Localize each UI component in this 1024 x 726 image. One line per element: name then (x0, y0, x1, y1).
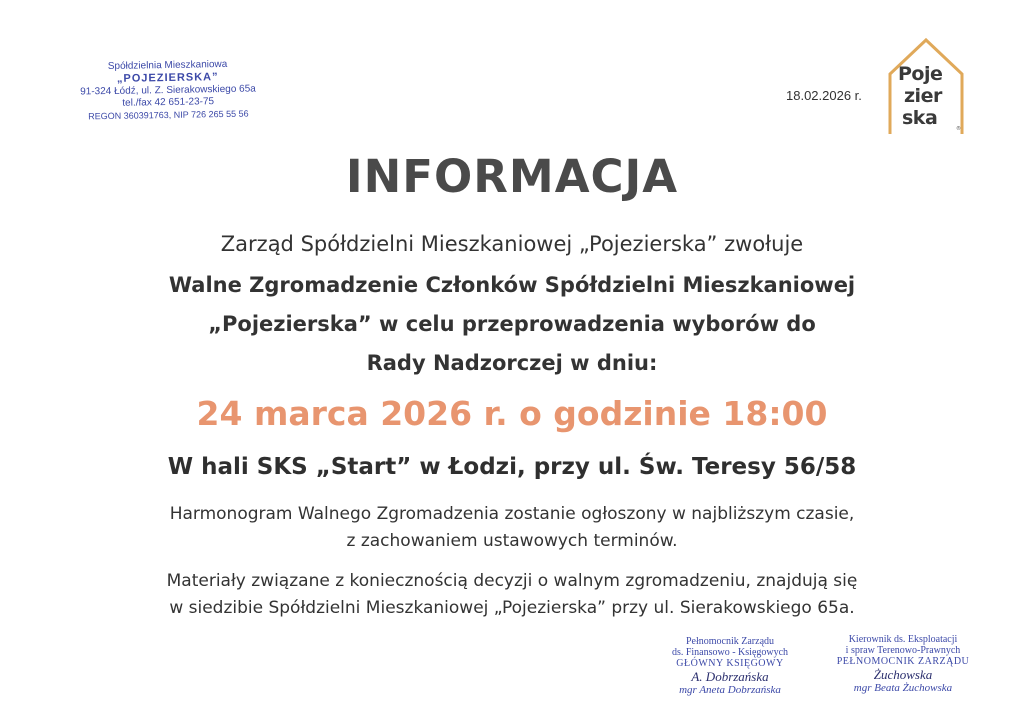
handwritten-signature: A. Dobrzańska (691, 669, 769, 684)
meeting-datetime: 24 marca 2026 r. o godzinie 18:00 (196, 394, 828, 433)
schedule-line-2: z zachowaniem ustawowych terminów. (346, 531, 678, 551)
schedule-line-1: Harmonogram Walnego Zgromadzenia zostanie ogłoszony w najbliższym czasie, (169, 504, 855, 524)
document-date: 18.02.2026 r. (786, 88, 862, 103)
logo-text-line-1: Poje (898, 63, 943, 85)
stamp-line-name: Spółdzielnia Mieszkaniowa (107, 58, 228, 73)
body-line-1: Zarząd Spółdzielni Mieszkaniowej „Pojezierska” zwołuje (220, 232, 804, 256)
logo-text-line-2: zier (904, 85, 942, 107)
signature-department: ds. Finansowo - Księgowych (671, 647, 789, 658)
signature-role: Pełnomocnik Zarządu (685, 636, 775, 647)
registered-mark-icon: ® (956, 126, 961, 132)
materials-line-1: Materiały związane z koniecznością decyzji o walnym zgromadzeniu, znajdują się (166, 571, 858, 591)
signature-department: i spraw Terenowo-Prawnych (845, 645, 961, 656)
body-line-3: „Pojezierska” w celu przeprowadzenia wyborów do (208, 312, 816, 336)
stamp-line-regon: REGON 360391763, NIP 726 265 55 56 (88, 108, 249, 122)
stamp-line-phone: tel./fax 42 651-23-75 (122, 96, 215, 109)
handwritten-signature: Żuchowska (873, 667, 933, 682)
page-title: INFORMACJA (345, 150, 679, 203)
stamp-line-brand: „POJEZIERSKA” (116, 71, 219, 85)
cooperative-stamp (77, 58, 258, 122)
signature-position: PEŁNOMOCNIK ZARZĄDU (836, 656, 970, 667)
signature-name: mgr Beata Żuchowska (853, 682, 953, 694)
signature-block-accountant (640, 636, 820, 697)
pojezierska-logo (886, 36, 966, 138)
signature-role: Kierownik ds. Eksploatacji (848, 634, 958, 645)
body-line-4: Rady Nadzorczej w dniu: (366, 351, 658, 375)
meeting-venue: W hali SKS „Start” w Łodzi, przy ul. Św. Teresy 56/58 (167, 454, 857, 480)
body-line-2: Walne Zgromadzenie Członków Spółdzielni Mieszkaniowej (168, 273, 856, 297)
signature-block-operations (818, 634, 988, 695)
stamp-line-address: 91-324 Łódź, ul. Z. Sierakowskiego 65a (80, 83, 256, 98)
logo-text-line-3: ska (902, 107, 938, 129)
signature-name: mgr Aneta Dobrzańska (679, 684, 781, 696)
materials-line-2: w siedzibie Spółdzielni Mieszkaniowej „Pojezierska” przy ul. Sierakowskiego 65a. (169, 598, 855, 618)
signature-position: GŁÓWNY KSIĘGOWY (676, 658, 784, 669)
